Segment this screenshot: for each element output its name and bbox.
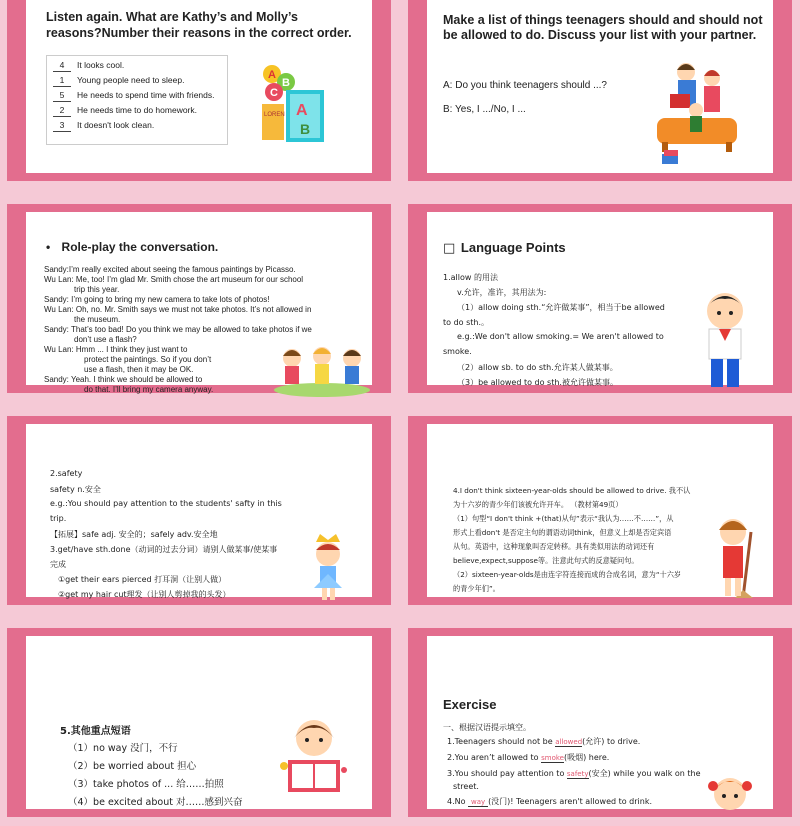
- text-line: 3.get/have sth.done（动词的过去分词）请别人做某事/使某事: [50, 545, 278, 554]
- dialogue-line: Sandy: Yeah. I think we should be allowed to: [44, 375, 203, 384]
- slide-8: [408, 628, 792, 817]
- letter-b-big: B: [300, 121, 311, 137]
- dialogue-line: Wu Lan: Hmm ... I think they just want to: [44, 345, 188, 354]
- slide-8-title: Exercise: [443, 697, 497, 712]
- dialogue-line: don’t use a flash?: [74, 335, 137, 344]
- slide-7: [7, 628, 391, 817]
- dialogue-line: Wu Lan: Me, too! I’m glad Mr. Smith chose the art museum for our school: [44, 275, 304, 284]
- text-line: （1）allow doing sth.“允许做某事”，相当于be allowed: [457, 303, 665, 312]
- phrase-line: （3）take photos of ... 给……拍照: [68, 779, 224, 790]
- exercise-question-1: 1.Teenagers should not be allowed(允许) to drive.: [447, 737, 641, 746]
- text-line: 1.allow 的用法: [443, 273, 498, 282]
- slide-5-content: [26, 424, 372, 597]
- slide-5: [7, 416, 391, 605]
- dialogue-line-b: B: Yes, I .../No, I ...: [443, 104, 526, 115]
- dialogue-line: Sandy:I’m really excited about seeing the famous paintings by Picasso.: [44, 265, 296, 274]
- text-line: 4.I don't think sixteen-year-olds should be allowed to drive. 我不认: [453, 486, 691, 495]
- slide-7-content: [26, 636, 372, 809]
- slide-4-heading: [443, 240, 566, 256]
- text-line: safety n.安全: [50, 485, 101, 494]
- slide-4-content: [427, 212, 773, 385]
- dialogue-line: the museum.: [74, 315, 121, 324]
- boy-illustration: [695, 287, 755, 397]
- slide-3-content: [26, 212, 372, 394]
- family-reading-illustration: [652, 58, 742, 168]
- text-line: 的青少年们”。: [453, 584, 500, 593]
- answer-blank: safety: [566, 770, 589, 778]
- list-item: 1 Young people need to sleep.: [53, 74, 184, 86]
- slide-2: [408, 0, 792, 181]
- slide-3-heading: [46, 240, 218, 254]
- list-item: 4 It looks cool.: [53, 59, 124, 71]
- dialogue-line: Wu Lan: Oh, no. Mr. Smith says we must not take photos. It’s not allowed in: [44, 305, 312, 314]
- answer-blank: allowed: [555, 738, 583, 746]
- checkbox-icon: □: [443, 241, 456, 256]
- slide-8-content: [427, 636, 773, 809]
- dialogue-line: trip this year.: [74, 285, 120, 294]
- reasons-box: [46, 55, 228, 145]
- list-item: 5 He needs to spend time with friends.: [53, 89, 215, 101]
- dialogue-line: Sandy: I’m going to bring my new camera to take lots of photos!: [44, 295, 270, 304]
- girl-sweeping-illustration: [707, 512, 767, 612]
- slide-1-title-line1: Listen again. What are Kathy’s and Molly’s: [46, 10, 298, 24]
- text-line: 形式上看don't 是否定主句的谓语动词think，但意义上却是否定宾语: [453, 528, 672, 537]
- slide-4: [408, 204, 792, 393]
- text-line: to do sth.。: [443, 318, 490, 327]
- slide-3: [7, 204, 391, 393]
- slide-2-title-line1: Make a list of things teenagers should and should not: [443, 13, 763, 27]
- girl-reading-illustration: [274, 708, 354, 808]
- text-line: 【拓展】safe adj. 安全的；safely adv.安全地: [50, 530, 218, 539]
- answer-blank: smoke: [541, 754, 564, 762]
- dialogue-line: do that. I’ll bring my camera anyway.: [84, 385, 214, 394]
- text-line: 2.safety: [50, 469, 83, 478]
- slide-2-title-line2: be allowed to do. Discuss your list with your partner.: [443, 28, 757, 42]
- text-line: 为十六岁的青少年们该被允许开车。 （教材第49页）: [453, 500, 623, 509]
- text-line: e.g.:You should pay attention to the students' safty in this: [50, 499, 282, 508]
- dialogue-line: Sandy: That’s too bad! Do you think we may be allowed to take photos if we: [44, 325, 312, 334]
- answer-blank: way: [468, 798, 488, 807]
- text-line: 从句。英语中，这种现象叫否定转移。具有类似用法的动词还有: [453, 542, 655, 551]
- list-item: 2 He needs time to do homework.: [53, 104, 197, 116]
- phrase-line: （4）be excited about 对……感到兴奋: [68, 797, 243, 808]
- letter-c: C: [270, 87, 278, 99]
- text-line: trip.: [50, 514, 67, 523]
- slide-1-title-line2: reasons?Number their reasons in the correct order.: [46, 26, 352, 40]
- slide-6: [408, 416, 792, 605]
- slide-6-content: [427, 424, 773, 597]
- letter-a: A: [268, 69, 276, 81]
- slide-1: [7, 0, 391, 181]
- phrase-line: （1）no way 没门，不行: [68, 743, 178, 754]
- phrase-line: （2）be worried about 担心: [68, 761, 197, 772]
- slide-7-title: 5.其他重点短语: [60, 726, 131, 737]
- exercise-question-3-cont: street.: [453, 782, 479, 791]
- dialogue-line: use a flash, then it may be OK.: [84, 365, 194, 374]
- text-line: ①get their ears pierced 打耳洞（让别人做）: [58, 575, 227, 584]
- text-line: e.g.:We don't allow smoking.= We aren't allowed to: [457, 332, 664, 341]
- text-line: （2）sixteen-year-olds是由连字符连接而成的合成名词，意为“十六岁: [453, 570, 682, 579]
- exercise-instruction: 一、根据汉语提示填空。: [443, 723, 531, 732]
- slide-1-content: [26, 0, 372, 173]
- text-line: （3）be allowed to do sth.被允许做某事。: [457, 378, 618, 387]
- princess-girl-illustration: [298, 534, 358, 604]
- book-label: LOREN: [264, 112, 285, 118]
- slide-3-title: Role-play the conversation.: [61, 240, 219, 254]
- list-item: 3 It doesn't look clean.: [53, 119, 154, 131]
- bullet-icon: •: [46, 240, 51, 254]
- exercise-question-3: 3.You should pay attention to safety(安全) while you walk on the: [447, 769, 701, 778]
- text-line: 完成: [50, 560, 66, 569]
- text-line: smoke.: [443, 347, 472, 356]
- kids-playing-illustration: [272, 342, 372, 397]
- dialogue-line-a: A: Do you think teenagers should ...?: [443, 80, 607, 91]
- exercise-question-4: 4.No way (没门)! Teenagers aren't allowed to drink.: [447, 797, 653, 806]
- exercise-question-2: 2.You aren’t allowed to smoke(吸烟) here.: [447, 753, 610, 762]
- text-line: ②get my hair cut理发（让别人剪掉我的头发）: [58, 590, 231, 599]
- letter-a-big: A: [296, 102, 308, 119]
- text-line: v.允许，准许，其用法为:: [457, 288, 547, 297]
- slide-2-content: [427, 0, 773, 173]
- text-line: believe,expect,suppose等。注意此句式的反意疑问句。: [453, 556, 639, 565]
- abc-books-illustration: [256, 60, 336, 150]
- slide-4-title: Language Points: [460, 240, 566, 255]
- dialogue-line: protect the paintings. So if you don’t: [84, 355, 212, 364]
- letter-b: B: [282, 77, 290, 89]
- girl-face-illustration: [705, 766, 755, 826]
- text-line: （1）句型“I don't think +(that)从句”表示“我认为……不……”，从: [453, 514, 674, 523]
- text-line: （2）allow sb. to do sth.允许某人做某事。: [457, 363, 618, 372]
